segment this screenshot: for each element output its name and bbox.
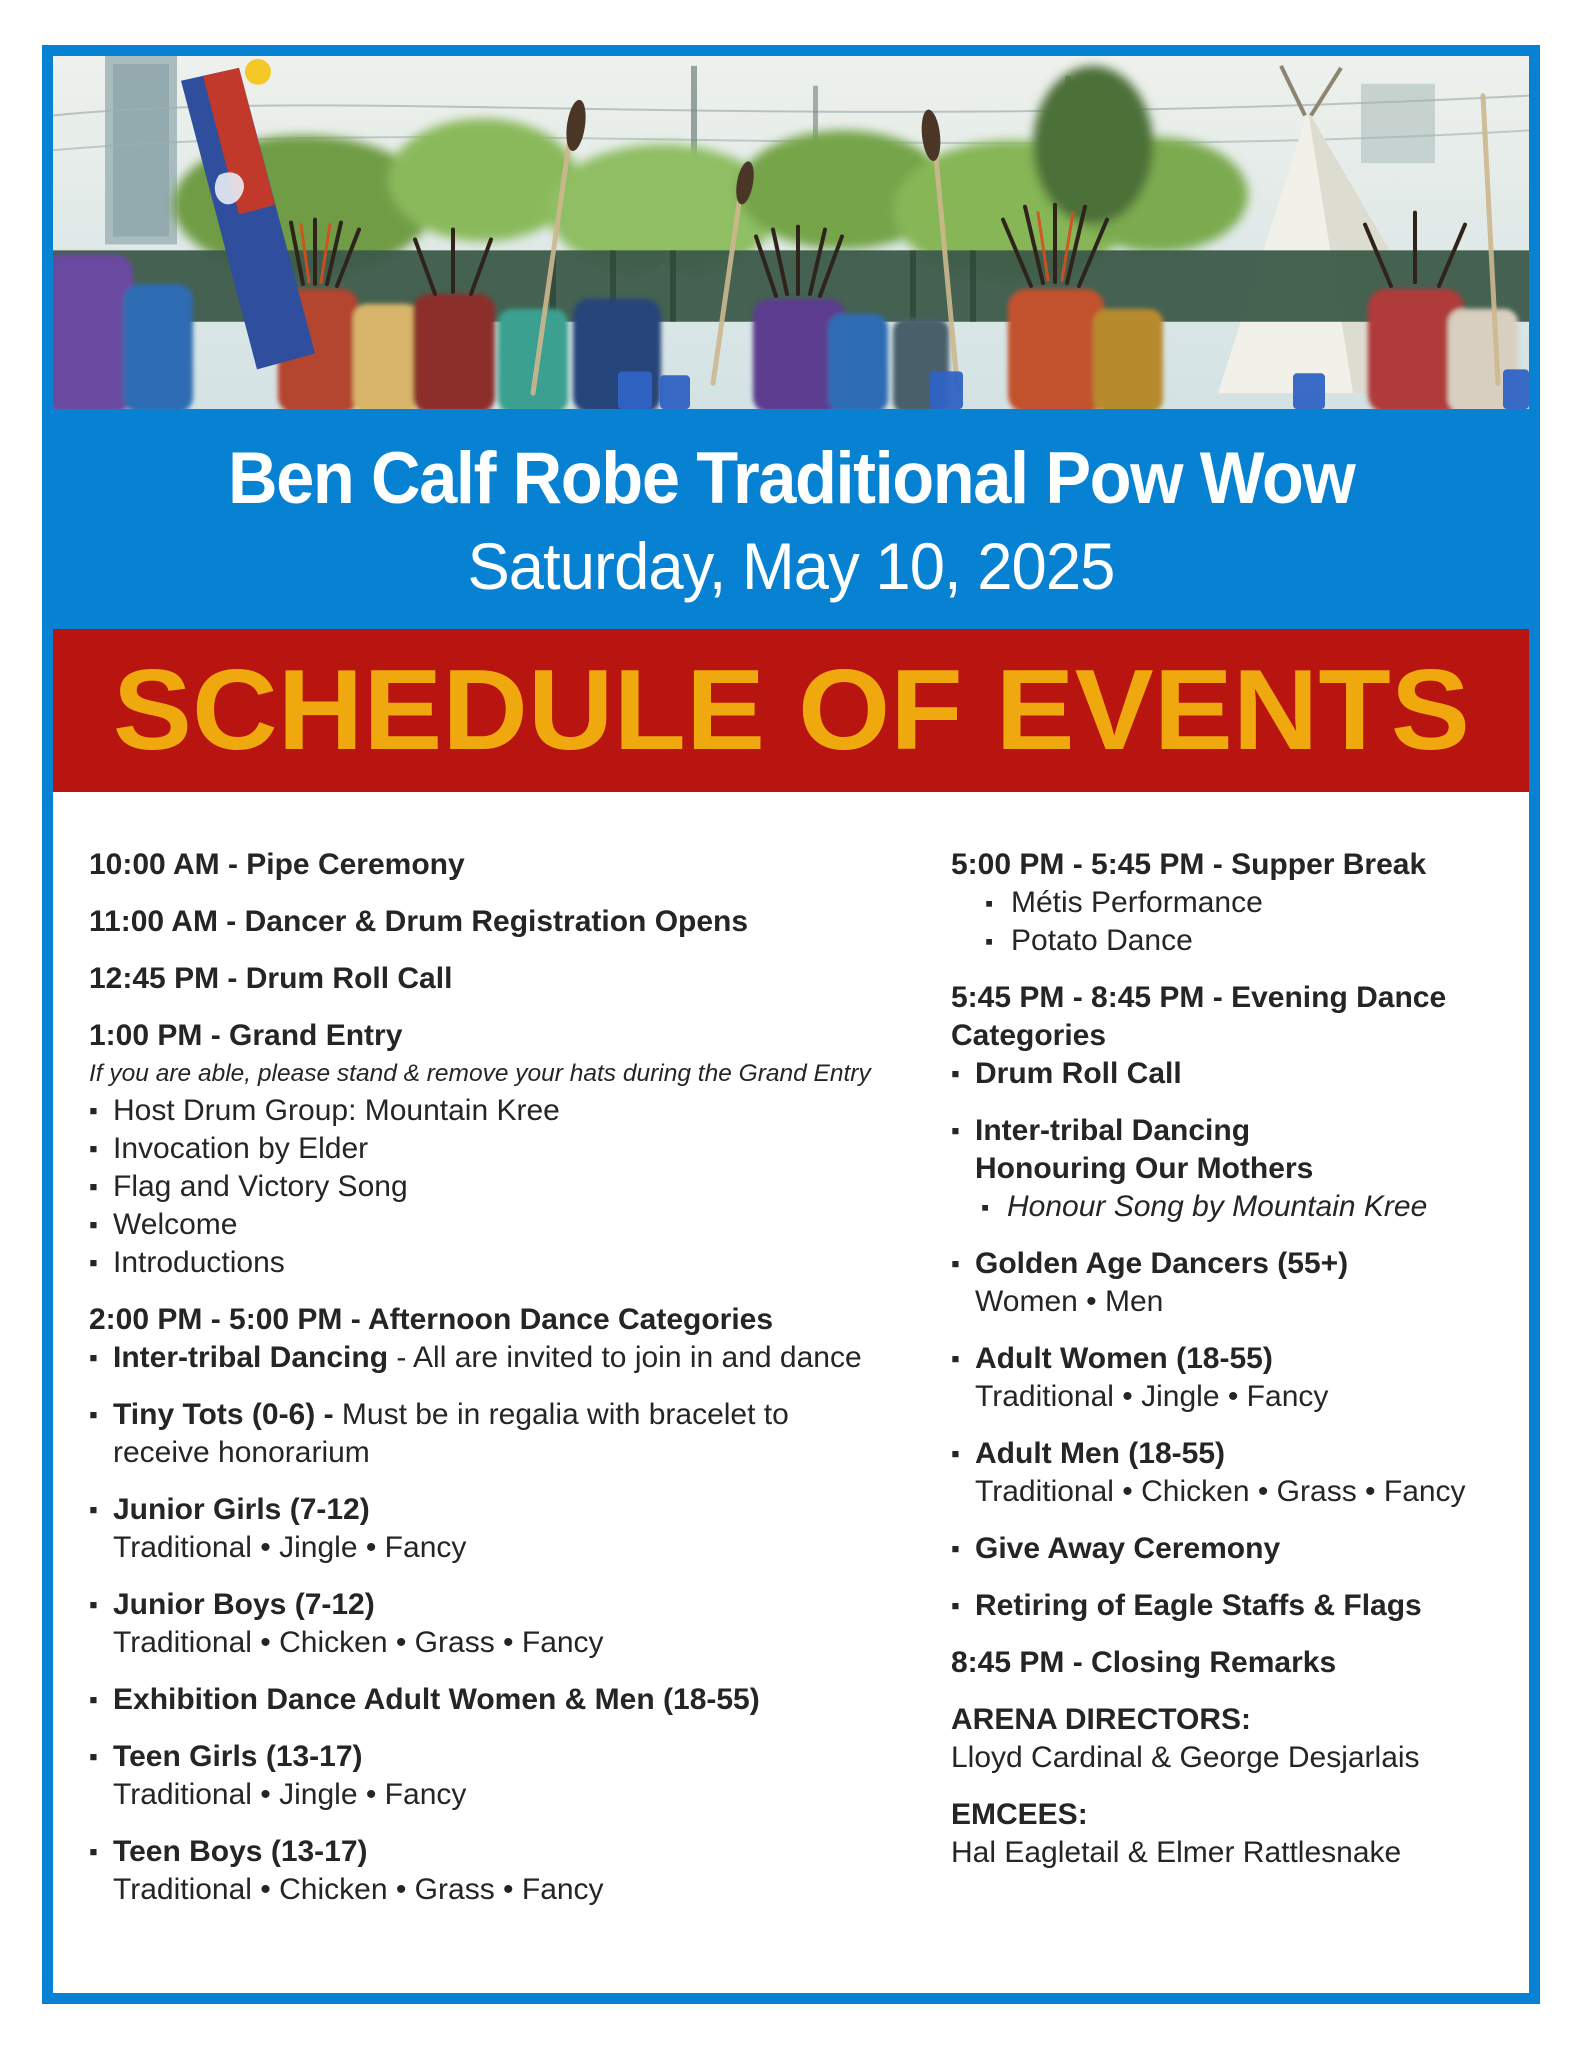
schedule-column-right — [951, 846, 1503, 1993]
item-text-normal: - All are invited to join in and dance — [388, 1341, 862, 1374]
item-body — [975, 1435, 1503, 1511]
schedule-heading — [89, 960, 881, 998]
bullet-marker: ▪ — [89, 1401, 98, 1429]
item-body — [113, 1206, 881, 1244]
item-text-normal: Invocation by Elder — [113, 1132, 369, 1165]
item-text — [113, 1738, 881, 1776]
item-text-bold: 1:00 PM - Grand Entry — [89, 1019, 403, 1052]
item-text-normal: Welcome — [113, 1208, 238, 1241]
item-text — [975, 1530, 1503, 1568]
item-text — [113, 1130, 881, 1168]
poster-date: Saturday, May 10, 2025 — [467, 528, 1115, 603]
sub-item-text: Potato Dance — [1011, 924, 1193, 957]
bullet-marker: ▪ — [951, 1440, 960, 1468]
item-line2: Traditional • Jingle • Fancy — [975, 1380, 1329, 1413]
item-line2: Traditional • Chicken • Grass • Fancy — [975, 1475, 1466, 1508]
schedule-sub-item — [985, 922, 1503, 960]
item-text-bold: Adult Men (18-55) — [975, 1437, 1226, 1470]
item-body — [951, 979, 1503, 1055]
item-body — [89, 1017, 881, 1092]
bullet-marker: ▪ — [985, 890, 994, 916]
poster-frame — [42, 45, 1540, 2004]
schedule-column-left — [89, 846, 881, 1993]
item-body — [113, 1491, 881, 1567]
schedule-heading — [89, 846, 881, 884]
schedule-banner — [53, 629, 1529, 792]
schedule-heading — [951, 1796, 1503, 1872]
schedule-item — [89, 1833, 881, 1909]
bullet-marker: ▪ — [985, 928, 994, 954]
item-body — [975, 1587, 1503, 1625]
schedule-item — [89, 1168, 881, 1206]
item-text — [89, 903, 881, 941]
item-text — [113, 1168, 881, 1206]
schedule-item — [89, 1738, 881, 1814]
bullet-marker: ▪ — [951, 1250, 960, 1278]
bullet-marker: ▪ — [89, 1249, 98, 1277]
item-text-bold: 5:00 PM - 5:45 PM - Supper Break — [951, 848, 1427, 881]
schedule-heading — [951, 1701, 1503, 1777]
poster-title: Ben Calf Robe Traditional Pow Wow — [227, 437, 1355, 519]
schedule-heading — [951, 846, 1503, 960]
item-text — [113, 1681, 881, 1719]
item-body — [975, 1112, 1503, 1226]
item-body — [951, 846, 1503, 960]
item-line2: Traditional • Jingle • Fancy — [113, 1778, 467, 1811]
schedule-item — [951, 1340, 1503, 1416]
item-body — [113, 1833, 881, 1909]
schedule-item — [89, 1681, 881, 1719]
item-body — [113, 1339, 881, 1377]
bullet-marker: ▪ — [981, 1194, 990, 1220]
schedule-item — [951, 1245, 1503, 1321]
schedule-item — [951, 1055, 1503, 1093]
item-body — [113, 1092, 881, 1130]
bullet-marker: ▪ — [89, 1496, 98, 1524]
schedule-item — [89, 1396, 881, 1472]
schedule-heading — [89, 1017, 881, 1092]
item-body — [975, 1245, 1503, 1321]
bullet-marker: ▪ — [89, 1838, 98, 1866]
item-text-bold: Adult Women (18-55) — [975, 1342, 1273, 1375]
schedule-item — [89, 1130, 881, 1168]
title-banner — [53, 409, 1529, 629]
item-text-bold: 10:00 AM - Pipe Ceremony — [89, 848, 465, 881]
schedule-item — [89, 1586, 881, 1662]
item-text-bold: Inter-tribal Dancing — [975, 1114, 1251, 1147]
schedule-item — [951, 1530, 1503, 1568]
schedule-item — [89, 1206, 881, 1244]
item-body — [113, 1738, 881, 1814]
item-text — [113, 1396, 881, 1472]
item-body — [113, 1681, 881, 1719]
item-line2-bold: Honouring Our Mothers — [975, 1152, 1314, 1185]
item-text — [975, 1055, 1503, 1093]
item-body — [951, 1701, 1503, 1777]
item-text-bold: ARENA DIRECTORS: — [951, 1703, 1252, 1736]
item-body — [951, 1796, 1503, 1872]
bullet-marker: ▪ — [89, 1591, 98, 1619]
schedule-heading — [951, 1644, 1503, 1682]
item-body — [975, 1055, 1503, 1093]
item-text-bold: Golden Age Dancers (55+) — [975, 1247, 1349, 1280]
item-line2: Traditional • Jingle • Fancy — [113, 1531, 467, 1564]
item-text-normal: Introductions — [113, 1246, 285, 1279]
item-text-bold: Exhibition Dance Adult Women & Men (18-55) — [113, 1683, 760, 1716]
bullet-marker: ▪ — [89, 1097, 98, 1125]
item-text — [951, 1701, 1503, 1739]
bullet-marker: ▪ — [89, 1743, 98, 1771]
bullet-marker: ▪ — [951, 1592, 960, 1620]
item-text — [113, 1339, 881, 1377]
schedule-banner-title: SCHEDULE OF EVENTS — [112, 647, 1470, 774]
schedule-item — [89, 1244, 881, 1282]
schedule-heading — [951, 979, 1503, 1055]
item-text — [975, 1435, 1503, 1473]
bullet-marker: ▪ — [89, 1135, 98, 1163]
item-line2: Traditional • Chicken • Grass • Fancy — [113, 1873, 604, 1906]
bullet-marker: ▪ — [89, 1173, 98, 1201]
item-body — [113, 1130, 881, 1168]
item-body — [89, 960, 881, 998]
item-body — [113, 1168, 881, 1206]
bullet-marker: ▪ — [89, 1211, 98, 1239]
item-text — [89, 1301, 881, 1339]
schedule-heading — [89, 903, 881, 941]
sub-item-text: Honour Song by Mountain Kree — [1007, 1190, 1428, 1223]
bullet-marker: ▪ — [951, 1060, 960, 1088]
item-body — [975, 1530, 1503, 1568]
item-note: If you are able, please stand & remove your hats during the Grand Entry — [89, 1060, 871, 1087]
item-body — [975, 1340, 1503, 1416]
item-body — [113, 1244, 881, 1282]
photo-illustration — [53, 56, 1529, 409]
item-text — [975, 1587, 1503, 1625]
item-line2: Hal Eagletail & Elmer Rattlesnake — [951, 1836, 1402, 1869]
item-body — [89, 903, 881, 941]
item-text-normal: Flag and Victory Song — [113, 1170, 408, 1203]
item-text-normal: Host Drum Group: Mountain Kree — [113, 1094, 560, 1127]
item-text-bold: 12:45 PM - Drum Roll Call — [89, 962, 453, 995]
item-text — [113, 1244, 881, 1282]
schedule-item — [89, 1092, 881, 1130]
item-text-bold: 11:00 AM - Dancer & Drum Registration Opens — [89, 905, 749, 938]
item-text-bold: 5:45 PM - 8:45 PM - Evening Dance Categories — [951, 981, 1447, 1052]
item-body — [113, 1586, 881, 1662]
item-text-bold: 8:45 PM - Closing Remarks — [951, 1646, 1337, 1679]
bullet-marker: ▪ — [951, 1345, 960, 1373]
schedule-sub-item — [981, 1188, 1503, 1226]
item-text — [89, 960, 881, 998]
item-text-bold: 2:00 PM - 5:00 PM - Afternoon Dance Categories — [89, 1303, 774, 1336]
item-text-bold: Teen Boys (13-17) — [113, 1835, 368, 1868]
item-line2: Women • Men — [975, 1285, 1164, 1318]
item-text-bold: Inter-tribal Dancing — [113, 1341, 389, 1374]
item-text — [113, 1206, 881, 1244]
item-text-bold: Teen Girls (13-17) — [113, 1740, 363, 1773]
schedule-item — [951, 1112, 1503, 1226]
item-body — [951, 1644, 1503, 1682]
sub-item-text: Métis Performance — [1011, 886, 1263, 919]
item-text — [951, 1796, 1503, 1834]
item-text — [975, 1340, 1503, 1378]
schedule-heading — [89, 1301, 881, 1339]
bullet-marker: ▪ — [89, 1686, 98, 1714]
item-text-normal: Must be in regalia with bracelet to receive honorarium — [113, 1398, 789, 1469]
item-text-bold: Give Away Ceremony — [975, 1532, 1281, 1565]
item-text — [113, 1586, 881, 1624]
item-text — [951, 846, 1503, 884]
schedule-content — [53, 792, 1529, 1993]
item-text — [113, 1092, 881, 1130]
item-text — [951, 979, 1503, 1055]
schedule-item — [951, 1435, 1503, 1511]
item-text — [89, 846, 881, 884]
item-text — [975, 1112, 1503, 1150]
item-line2: Traditional • Chicken • Grass • Fancy — [113, 1626, 604, 1659]
item-text — [975, 1245, 1503, 1283]
item-body — [113, 1396, 881, 1472]
schedule-sub-item — [985, 884, 1503, 922]
schedule-item — [89, 1491, 881, 1567]
bullet-marker: ▪ — [89, 1344, 98, 1372]
item-text-bold: Retiring of Eagle Staffs & Flags — [975, 1589, 1422, 1622]
bullet-marker: ▪ — [951, 1535, 960, 1563]
powwow-photo — [53, 56, 1529, 409]
item-text-bold: EMCEES: — [951, 1798, 1088, 1831]
item-body — [89, 846, 881, 884]
item-text — [113, 1833, 881, 1871]
bullet-marker: ▪ — [951, 1117, 960, 1145]
item-body — [89, 1301, 881, 1339]
schedule-item — [89, 1339, 881, 1377]
item-line2: Lloyd Cardinal & George Desjarlais — [951, 1741, 1420, 1774]
item-text-bold: Tiny Tots (0-6) - — [113, 1398, 342, 1431]
item-text — [951, 1644, 1503, 1682]
item-text — [89, 1017, 881, 1055]
item-text-bold: Junior Girls (7-12) — [113, 1493, 370, 1526]
item-text-bold: Drum Roll Call — [975, 1057, 1182, 1090]
item-text — [113, 1491, 881, 1529]
schedule-item — [951, 1587, 1503, 1625]
item-text-bold: Junior Boys (7-12) — [113, 1588, 375, 1621]
